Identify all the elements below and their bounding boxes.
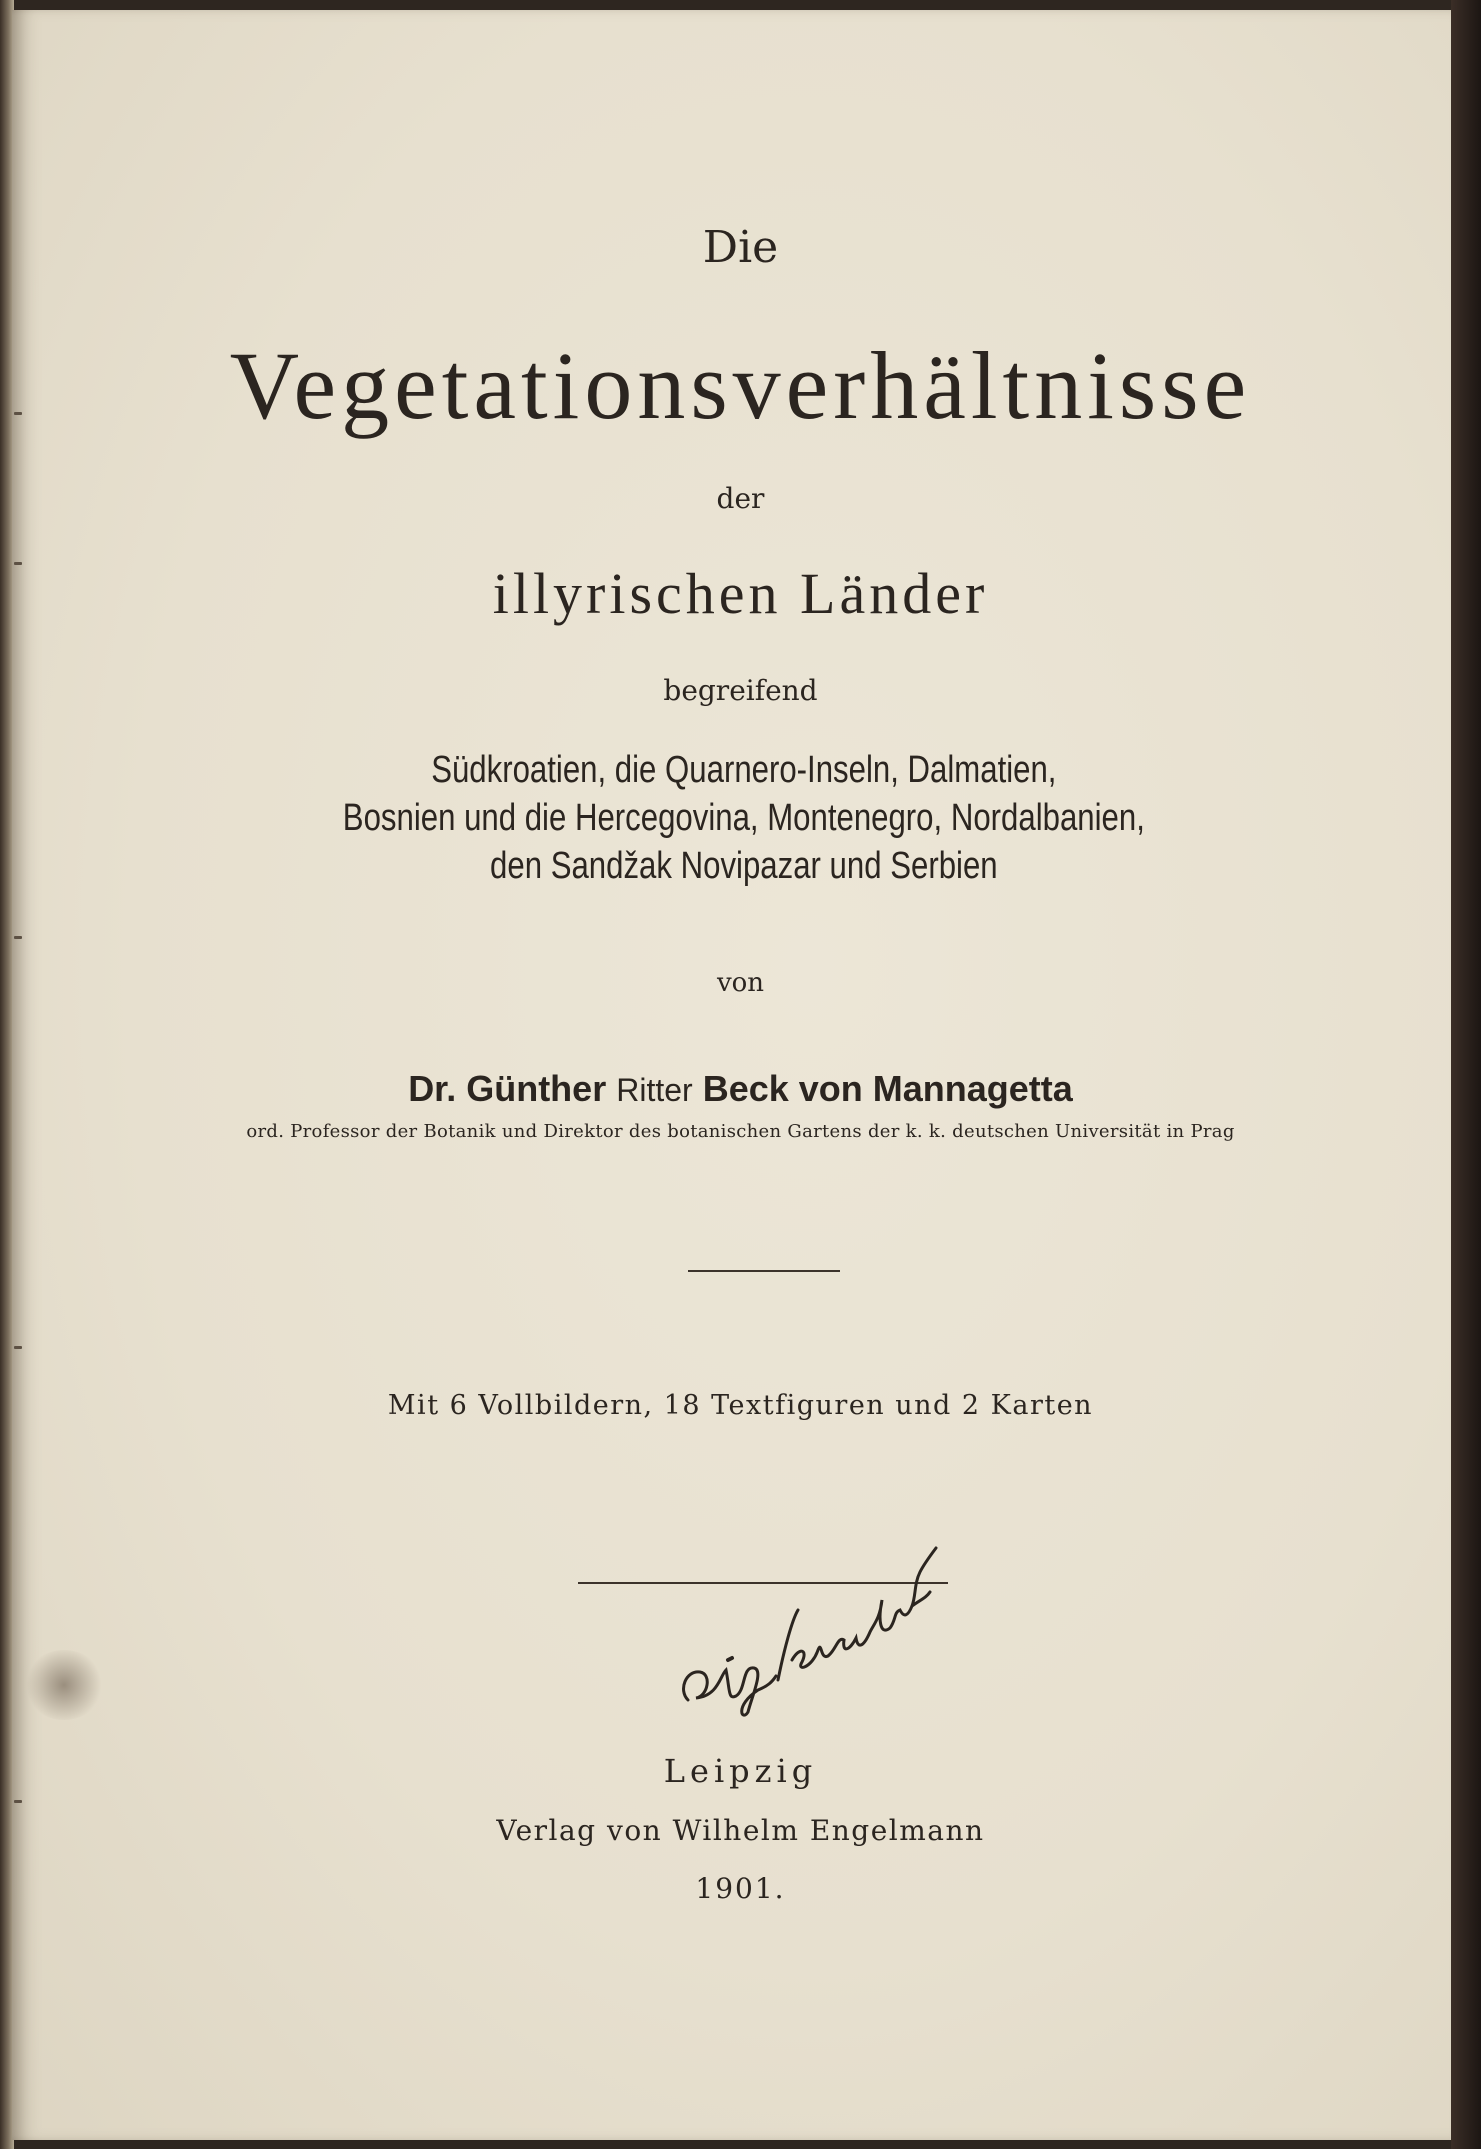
illustrations-note: Mit 6 Vollbildern, 18 Textfiguren und 2 Karten <box>387 1390 1094 1421</box>
main-title: Vegetationsverhältnisse <box>229 332 1252 439</box>
title-connector: der <box>716 482 765 515</box>
author-first-name: Dr. Günther <box>408 1068 607 1109</box>
region-line: Südkroatien, die Quarnero-Inseln, Dalmatien, <box>431 749 1057 791</box>
by-label: von <box>716 968 765 998</box>
title-article: Die <box>702 222 779 273</box>
binding-stitch <box>14 936 22 939</box>
author-affiliation: ord. Professor der Botanik und Direktor des botanischen Gartens der k. k. deutschen Universität in Prag <box>246 1121 1235 1142</box>
binding-stitch <box>14 1800 22 1803</box>
region-line: Bosnien und die Hercegovina, Montenegro, Nordalbanien, <box>342 797 1145 839</box>
comprising-label: begreifend <box>663 674 818 707</box>
regions-list <box>137 746 1351 890</box>
subtitle: illyrischen Länder <box>492 561 989 626</box>
handwritten-signature <box>668 1500 948 1720</box>
publication-city: Leipzig <box>663 1752 818 1790</box>
author-rank: Ritter <box>616 1072 693 1108</box>
author-line <box>0 1068 1481 1110</box>
region-line: den Sandžak Novipazar und Serbien <box>490 845 998 887</box>
publisher: Verlag von Wilhelm Engelmann <box>496 1814 985 1847</box>
publication-year: 1901. <box>695 1872 786 1905</box>
page-stain <box>24 1650 104 1720</box>
author-surname: Beck von Mannagetta <box>702 1068 1073 1109</box>
binding-stitch <box>14 1346 22 1349</box>
divider-rule <box>688 1270 840 1272</box>
